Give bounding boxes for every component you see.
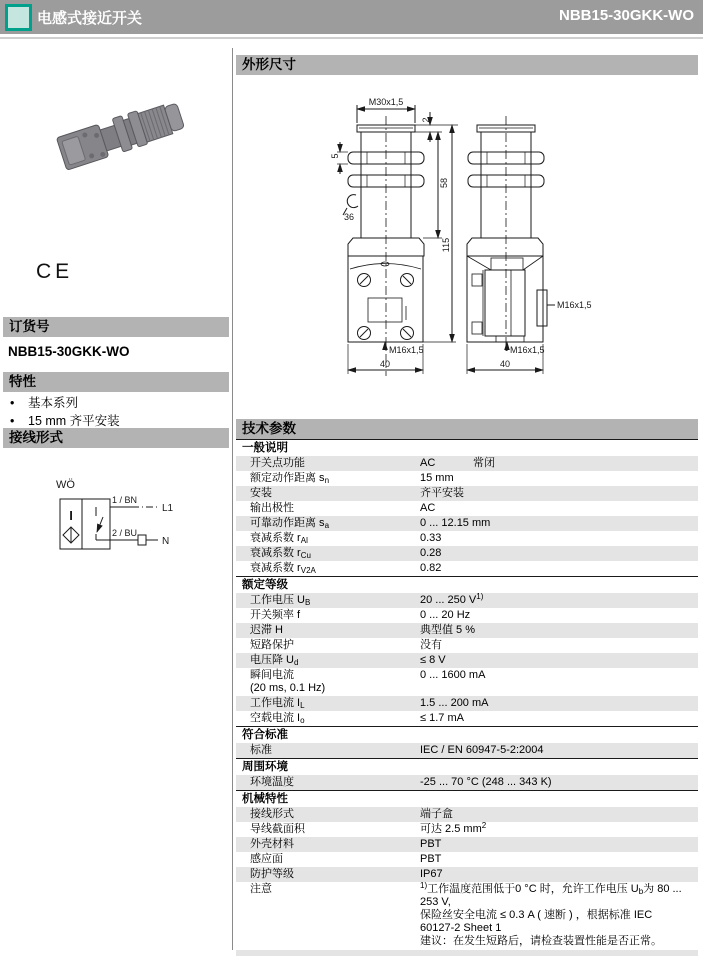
spec-row — [236, 471, 698, 486]
wire2-net-label: N — [162, 536, 170, 547]
features-list — [10, 394, 225, 430]
spec-row — [236, 696, 698, 711]
spec-label: 标准 — [250, 744, 272, 756]
spec-value: 0 ... 12.15 mm — [420, 517, 491, 529]
spec-value-line: 保险丝安全电流 ≤ 0.3 A ( 速断 ) ，根据标准 IEC — [420, 909, 653, 921]
spec-value: ≤ 8 V — [420, 654, 446, 666]
spec-row — [236, 501, 698, 516]
spec-value — [420, 883, 698, 948]
dimension-drawing — [234, 80, 700, 415]
spec-value-2: 常闭 — [473, 457, 495, 469]
spec-value: 典型值 5 % — [420, 624, 476, 636]
column-divider — [232, 48, 233, 950]
page-title: 电感式接近开关 — [37, 10, 143, 27]
spec-value: AC 常闭 — [420, 457, 495, 469]
spec-row — [236, 608, 698, 623]
features-section-bar — [3, 372, 229, 392]
spec-label: 接线形式 — [250, 808, 294, 820]
connection-section-bar — [3, 428, 229, 448]
spec-section-title: 符合标准 — [236, 726, 698, 743]
connection-section-title: 接线形式 — [9, 430, 63, 445]
spec-label: 工作电流 $I_L$ — [250, 697, 305, 710]
spec-value: IP67 — [420, 868, 443, 880]
feature-text: 基本系列 — [28, 396, 79, 410]
product-model: NBB15-30GKK-WO — [558, 7, 694, 24]
tech-section-bar — [236, 419, 698, 439]
spec-value: 0.33 — [420, 532, 442, 544]
spec-row — [236, 711, 698, 726]
spec-label: 额定动作距离 $s_n$ — [250, 472, 330, 485]
dim-label-width-left: 40 — [379, 359, 391, 369]
spec-value: 没有 — [420, 639, 442, 651]
spec-value: 0 ... 20 Hz — [420, 609, 471, 621]
spec-row — [236, 852, 698, 867]
spec-row — [236, 531, 698, 546]
table-end-stripe — [236, 950, 698, 956]
dim-label-cap: 2 — [421, 117, 431, 123]
spec-row — [236, 456, 698, 471]
product-photo — [50, 78, 190, 178]
spec-row — [236, 516, 698, 531]
spec-value: 可达 2.5 $mm^2$ — [420, 821, 487, 835]
page-header-bar — [0, 0, 703, 34]
order-section-title: 订货号 — [9, 319, 50, 334]
spec-label: 瞬间电流 (20 ms, 0.1 Hz) — [236, 669, 420, 695]
spec-section-title: 机械特性 — [236, 790, 698, 807]
dim-label-gland-bottom-right: M16x1,5 — [510, 345, 545, 355]
tech-table — [236, 439, 698, 956]
spec-value-line: $^{1)}$工作温度范围低于0 °C 时，允许工作电压 $U_b$为 80 ... — [420, 881, 682, 896]
bullet: • — [10, 414, 15, 428]
spec-row — [236, 593, 698, 608]
spec-value: 端子盒 — [420, 808, 453, 820]
spec-label: 衰减系数 $r_{Cu}$ — [250, 547, 311, 560]
spec-label: 可靠动作距离 $s_a$ — [250, 517, 330, 530]
spec-row — [236, 668, 698, 696]
dim-label-wrench: 36 — [344, 212, 355, 222]
wire1-net-label: L1 — [162, 503, 174, 514]
spec-label: 外壳材料 — [250, 838, 294, 850]
spec-label: 衰减系数 $r_{V2A}$ — [250, 562, 316, 575]
spec-label: 导线截面积 — [250, 823, 305, 835]
feature-text: 15 mm 齐平安装 — [28, 414, 120, 428]
spec-row — [236, 775, 698, 790]
spec-value: 0.28 — [420, 547, 442, 559]
spec-label: 安装 — [250, 487, 272, 499]
spec-label: 开关频率 f — [250, 609, 301, 621]
spec-label-line2: (20 ms, 0.1 Hz) — [250, 682, 326, 694]
header-divider — [0, 37, 703, 39]
spec-row — [236, 486, 698, 501]
features-section-title: 特性 — [9, 374, 36, 389]
fuse-symbol — [138, 535, 146, 545]
spec-value: 20 ... 250 $V^{1)}$ — [420, 592, 484, 606]
dim-label-nut: 5 — [330, 153, 340, 159]
wiring-variant-label: WÖ — [56, 479, 75, 491]
dim-label-total: 115 — [441, 237, 451, 253]
spec-label: 电压降 $U_d$ — [250, 654, 299, 667]
spec-value: 0.82 — [420, 562, 442, 574]
spec-label: 工作电压 $U_B$ — [250, 594, 311, 607]
spec-row — [236, 561, 698, 576]
order-section-bar — [3, 317, 229, 337]
spec-value: 1.5 ... 200 mA — [420, 697, 489, 709]
feature-item — [10, 394, 225, 412]
wiring-diagram — [0, 472, 232, 592]
dim-label-thread: M30x1,5 — [368, 97, 404, 107]
spec-value: 齐平安装 — [420, 487, 464, 499]
inductive-symbol: I — [69, 508, 73, 523]
dim-label-width-right: 40 — [499, 359, 511, 369]
spec-label: 短路保护 — [250, 639, 294, 651]
spec-label: 衰减系数 $r_{Al}$ — [250, 532, 308, 545]
spec-row — [236, 822, 698, 837]
dim-label-body: 58 — [439, 177, 449, 189]
spec-section-title: 周围环境 — [236, 758, 698, 775]
wire1-label: 1 / BN — [112, 495, 138, 505]
spec-value: AC — [420, 502, 436, 514]
spec-value: ≤ 1.7 mA — [420, 712, 464, 724]
dimensions-section-bar — [236, 55, 698, 75]
spec-label: 迟滞 H — [250, 624, 283, 636]
spec-value-line: 253 V, — [420, 896, 451, 908]
spec-label: 开关点功能 — [250, 457, 305, 469]
spec-row — [236, 638, 698, 653]
spec-value: 0 ... 1600 mA — [420, 669, 486, 681]
spec-value: PBT — [420, 838, 442, 850]
order-number: NBB15-30GKK-WO — [8, 344, 130, 359]
tech-section-title: 技术参数 — [242, 421, 296, 436]
spec-value-line: 建议：在发生短路后，请检查装置性能是否正常。 — [420, 935, 662, 947]
spec-label: 感应面 — [250, 853, 283, 865]
spec-value: IEC / EN 60947-5-2:2004 — [420, 744, 544, 756]
spec-row — [236, 623, 698, 638]
spec-label: 注意 — [250, 883, 272, 895]
dim-label-gland-bottom-left: M16x1,5 — [389, 345, 424, 355]
spec-row — [236, 807, 698, 822]
spec-label: 空载电流 $I_o$ — [250, 712, 305, 725]
spec-value-line: 60127-2 Sheet 1 — [420, 922, 502, 934]
spec-label: 防护等级 — [250, 868, 294, 880]
spec-row — [236, 653, 698, 668]
spec-section-title: 一般说明 — [236, 439, 698, 456]
spec-row — [236, 546, 698, 561]
wrench-icon — [347, 195, 358, 208]
spec-value: 15 mm — [420, 472, 454, 484]
bullet: • — [10, 396, 15, 410]
spec-row — [236, 743, 698, 758]
spec-row — [236, 882, 698, 949]
ce-mark: CE — [36, 260, 74, 283]
spec-section-title: 额定等级 — [236, 576, 698, 593]
brand-square-icon — [5, 4, 32, 31]
spec-row — [236, 867, 698, 882]
spec-row — [236, 837, 698, 852]
dim-label-gland-side: M16x1,5 — [557, 300, 592, 310]
spec-label: 环境温度 — [250, 776, 294, 788]
spec-label: 输出极性 — [250, 502, 294, 514]
spec-value: PBT — [420, 853, 442, 865]
spec-value: -25 ... 70 °C (248 ... 343 K) — [420, 776, 552, 788]
dimensions-section-title: 外形尺寸 — [242, 57, 296, 72]
wire2-label: 2 / BU — [112, 528, 138, 538]
